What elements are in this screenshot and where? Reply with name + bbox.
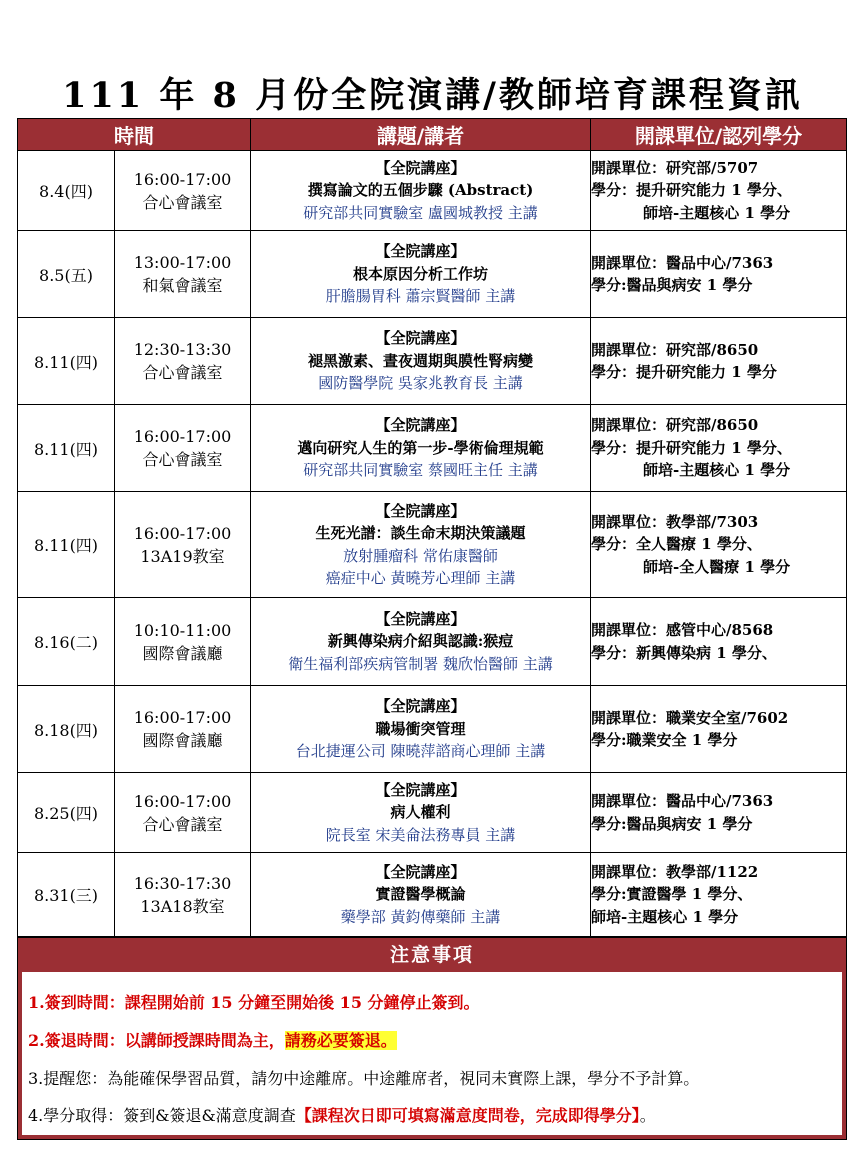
speaker-line: 台北捷運公司 陳曉萍諮商心理師 主講 xyxy=(295,742,546,761)
row-time xyxy=(115,853,251,937)
note-credit xyxy=(28,1103,656,1126)
table-row xyxy=(18,151,847,231)
row-room: 和氣會議室 xyxy=(142,276,223,295)
notes-border-left xyxy=(18,972,22,1139)
table-row xyxy=(18,686,847,773)
unit-line: 開課單位：醫品中心/7363 xyxy=(591,792,774,810)
notes-border-bottom xyxy=(18,1135,846,1139)
row-tag: 【全院講座】 xyxy=(375,780,466,799)
unit-line: 學分：提升研究能力 1 學分、 xyxy=(591,181,792,200)
row-topic-title: 新興傳染病介紹與認識:猴痘 xyxy=(327,632,514,651)
unit-line: 開課單位：感管中心/8568 xyxy=(591,621,774,639)
row-unit xyxy=(591,151,847,231)
row-time-range: 16:00-17:00 xyxy=(133,169,232,189)
row-time-range: 12:30-13:30 xyxy=(133,340,232,359)
note-credit-end: 。 xyxy=(639,1106,656,1125)
row-topic-title: 生死光譜：談生命末期決策議題 xyxy=(315,524,526,542)
table-row xyxy=(18,598,847,686)
unit-line: 學分：全人醫療 1 學分、 xyxy=(591,535,762,554)
row-room: 合心會議室 xyxy=(142,363,223,382)
row-topic xyxy=(251,686,591,773)
row-room: 合心會議室 xyxy=(142,814,223,834)
speaker-line: 放射腫瘤科 常佑康醫師 xyxy=(343,546,498,565)
notes-border-right xyxy=(842,972,846,1139)
speaker-line: 研究部共同實驗室 盧國城教授 主講 xyxy=(303,203,538,222)
speaker-line: 院長室 宋美侖法務專員 主講 xyxy=(325,825,516,844)
row-tag: 【全院講座】 xyxy=(375,862,466,881)
unit-line: 學分:醫品與病安 1 學分 xyxy=(591,276,753,294)
row-topic xyxy=(251,853,591,937)
row-room: 國際會議廳 xyxy=(142,643,223,663)
row-time xyxy=(115,318,251,405)
row-unit xyxy=(591,598,847,686)
row-time xyxy=(115,492,251,598)
row-date: 8.11(四) xyxy=(18,318,115,405)
speaker-line: 國防醫學院 吳家兆教育長 主講 xyxy=(318,374,523,393)
speaker-line: 癌症中心 黃曉芳心理師 主講 xyxy=(325,569,516,587)
row-date: 8.4(四) xyxy=(18,151,115,231)
page-title: 111 年 8 月份全院演講/教師培育課程資訊 xyxy=(62,75,803,116)
row-unit xyxy=(591,492,847,598)
row-topic xyxy=(251,318,591,405)
row-time xyxy=(115,151,251,231)
row-time-range: 16:00-17:00 xyxy=(133,523,232,543)
row-time-range: 16:00-17:00 xyxy=(133,708,232,727)
notes-heading: 注意事項 xyxy=(18,938,846,972)
row-tag: 【全院講座】 xyxy=(375,242,466,261)
row-time-range: 10:10-11:00 xyxy=(133,620,232,640)
row-unit xyxy=(591,686,847,773)
row-time xyxy=(115,405,251,492)
notes-box xyxy=(17,937,847,1140)
row-time-range: 16:00-17:00 xyxy=(133,427,232,446)
unit-line: 師培-全人醫療 1 學分 xyxy=(643,557,791,576)
table-row xyxy=(18,318,847,405)
note-sign-out-highlight: 請務必要簽退。 xyxy=(284,1031,397,1050)
table-row xyxy=(18,492,847,598)
unit-line: 開課單位：教學部/1122 xyxy=(591,862,759,881)
row-topic xyxy=(251,231,591,318)
row-tag: 【全院講座】 xyxy=(375,501,466,520)
unit-line: 學分:職業安全 1 學分 xyxy=(591,731,738,749)
row-time xyxy=(115,598,251,686)
header-time: 時間 xyxy=(18,119,251,151)
row-unit xyxy=(591,773,847,853)
unit-line: 學分：提升研究能力 1 學分、 xyxy=(591,438,792,457)
unit-line: 開課單位：研究部/8650 xyxy=(591,416,759,435)
header-unit: 開課單位/認列學分 xyxy=(591,119,847,151)
row-time xyxy=(115,231,251,318)
unit-line: 開課單位：職業安全室/7602 xyxy=(591,708,789,727)
row-topic-title: 實證醫學概論 xyxy=(375,885,466,904)
table-row xyxy=(18,231,847,318)
row-date: 8.5(五) xyxy=(18,231,115,318)
row-date: 8.16(二) xyxy=(18,598,115,686)
row-tag: 【全院講座】 xyxy=(375,329,466,348)
row-unit xyxy=(591,853,847,937)
row-unit xyxy=(591,318,847,405)
row-room: 13A19教室 xyxy=(140,546,225,566)
note-reminder: 3.提醒您：為能確保學習品質，請勿中途離席。中途離席者，視同未實際上課，學分不予計算。 xyxy=(28,1069,700,1088)
speaker-line: 研究部共同實驗室 蔡國旺主任 主講 xyxy=(303,461,538,480)
row-topic xyxy=(251,492,591,598)
row-topic xyxy=(251,773,591,853)
row-date: 8.11(四) xyxy=(18,405,115,492)
row-unit xyxy=(591,405,847,492)
speaker-line: 肝膽腸胃科 蕭宗賢醫師 主講 xyxy=(325,287,516,306)
row-topic xyxy=(251,405,591,492)
row-topic xyxy=(251,151,591,231)
note-sign-out-text: 2.簽退時間：以講師授課時間為主， xyxy=(28,1031,285,1050)
unit-line: 開課單位：研究部/8650 xyxy=(591,340,759,359)
row-topic-title: 職場衝突管理 xyxy=(375,719,466,738)
row-date: 8.11(四) xyxy=(18,492,115,598)
unit-line: 學分：提升研究能力 1 學分 xyxy=(591,363,777,381)
speaker-line: 藥學部 黃鈞傳藥師 主講 xyxy=(340,907,501,926)
row-unit xyxy=(591,231,847,318)
row-topic-title: 病人權利 xyxy=(390,803,451,822)
row-time-range: 16:00-17:00 xyxy=(133,791,232,811)
row-topic-title: 撰寫論文的五個步驟 (Abstract) xyxy=(307,181,534,200)
row-time xyxy=(115,773,251,853)
row-time-range: 13:00-17:00 xyxy=(133,253,232,272)
unit-line: 學分：新興傳染病 1 學分、 xyxy=(591,643,777,662)
unit-line: 師培-主題核心 1 學分 xyxy=(643,461,791,480)
header-topic: 講題/講者 xyxy=(251,119,591,151)
speaker-line: 衛生福利部疾病管制署 魏欣怡醫師 主講 xyxy=(288,654,553,673)
row-date: 8.31(三) xyxy=(18,853,115,937)
unit-line: 師培-主題核心 1 學分 xyxy=(643,203,791,222)
row-date: 8.18(四) xyxy=(18,686,115,773)
unit-line: 學分:醫品與病安 1 學分 xyxy=(591,814,753,833)
table-row xyxy=(18,405,847,492)
row-topic xyxy=(251,598,591,686)
row-topic-title: 褪黑激素、晝夜週期與膜性腎病變 xyxy=(307,351,533,370)
note-sign-out xyxy=(28,1028,397,1051)
unit-line: 開課單位：研究部/5707 xyxy=(591,158,759,177)
row-tag: 【全院講座】 xyxy=(375,416,466,435)
note-sign-in: 1.簽到時間：課程開始前 15 分鐘至開始後 15 分鐘停止簽到。 xyxy=(28,993,480,1012)
row-tag: 【全院講座】 xyxy=(375,697,466,716)
row-tag: 【全院講座】 xyxy=(375,158,466,177)
row-time-range: 16:30-17:30 xyxy=(133,873,232,893)
unit-line: 開課單位：醫品中心/7363 xyxy=(591,253,774,272)
row-room: 合心會議室 xyxy=(142,192,223,212)
row-time xyxy=(115,686,251,773)
row-room: 合心會議室 xyxy=(142,450,223,469)
unit-line: 師培-主題核心 1 學分 xyxy=(591,907,739,926)
schedule-table xyxy=(17,118,847,937)
table-row xyxy=(18,853,847,937)
row-tag: 【全院講座】 xyxy=(375,609,466,628)
note-credit-text: 4.學分取得：簽到&簽退&滿意度調查 xyxy=(28,1106,296,1125)
row-topic-title: 根本原因分析工作坊 xyxy=(352,264,488,283)
unit-line: 學分:實證醫學 1 學分、 xyxy=(591,885,753,904)
table-row xyxy=(18,773,847,853)
unit-line: 開課單位：教學部/7303 xyxy=(591,512,759,531)
row-date: 8.25(四) xyxy=(18,773,115,853)
table-header-row xyxy=(18,119,847,151)
note-credit-warning: 【課程次日即可填寫滿意度問卷，完成即得學分】 xyxy=(295,1106,640,1125)
row-room: 13A18教室 xyxy=(140,896,225,916)
row-topic-title: 邁向研究人生的第一步-學術倫理規範 xyxy=(297,438,544,457)
row-room: 國際會議廳 xyxy=(142,731,223,750)
